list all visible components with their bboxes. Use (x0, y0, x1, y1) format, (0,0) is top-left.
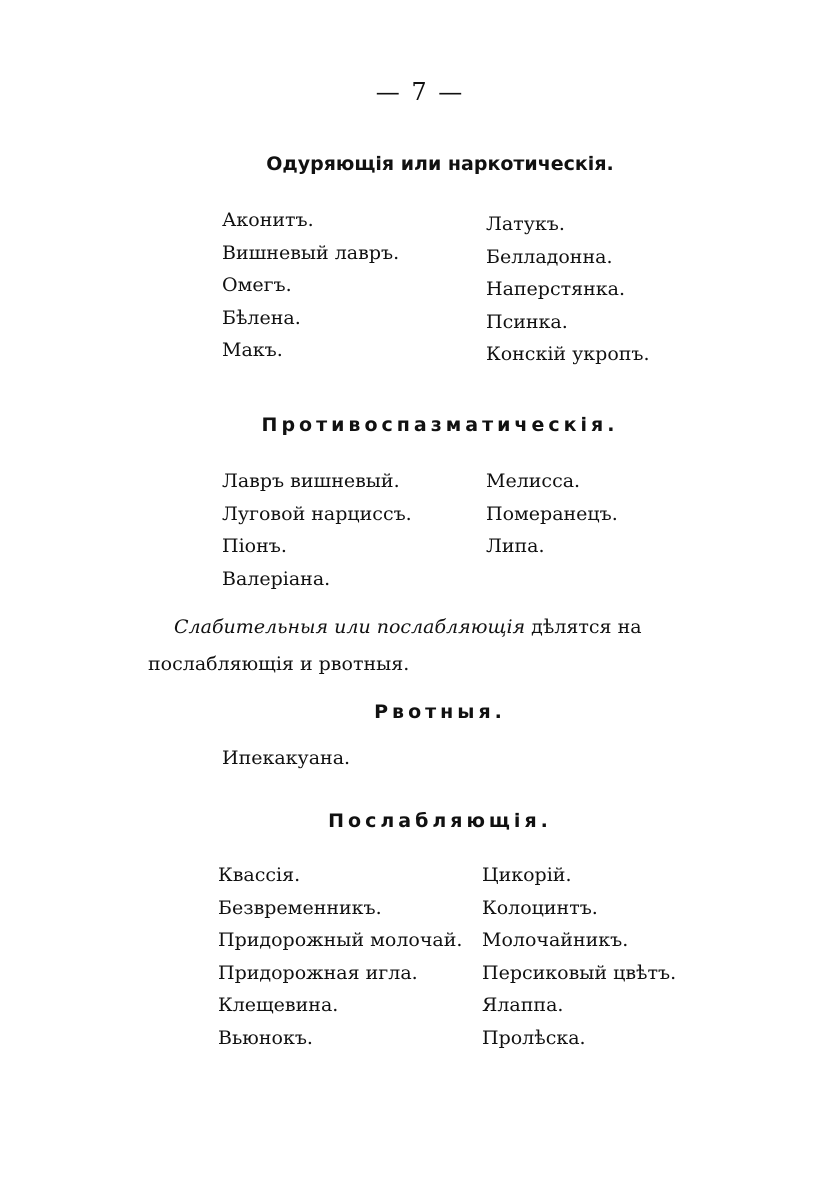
list-item: Конскій укропъ. (486, 343, 650, 365)
list-item: Ялаппа. (482, 994, 564, 1016)
list-item: Безвременникъ. (218, 896, 382, 919)
list-item: Цикорій. (482, 864, 572, 886)
list-item: Омегъ. (222, 274, 292, 296)
purgative-left-column (218, 859, 462, 1054)
emetic-column (222, 742, 350, 775)
list-item: Померанецъ. (486, 502, 618, 525)
list-item: Валеріана. (222, 567, 331, 590)
list-item: Лавръ вишневый. (222, 470, 400, 492)
narcotic-right-column (486, 208, 650, 371)
list-item: Клещевина. (218, 994, 339, 1016)
laxative-paragraph-text: дѣлятся на послабляющія и рвотныя. (148, 616, 642, 675)
list-item: Мелисса. (486, 470, 581, 492)
section-title-antispasmodic: Противоспазматическія. (261, 414, 619, 436)
list-item: Персиковый цвѣтъ. (482, 961, 677, 984)
list-item: Пролѣска. (482, 1026, 586, 1049)
list-item: Піонъ. (222, 535, 287, 557)
list-item: Аконитъ. (222, 209, 314, 231)
list-item: Макъ. (222, 339, 283, 361)
antispasmodic-left-column (222, 465, 412, 595)
list-item: Придорожная игла. (218, 961, 418, 984)
list-item: Квассія. (218, 864, 301, 886)
list-item: Ипекакуана. (222, 747, 351, 769)
purgative-right-column (482, 859, 676, 1054)
list-item: Вьюнокъ. (218, 1026, 313, 1049)
list-item: Латукъ. (486, 213, 565, 235)
list-item: Молочайникъ. (482, 929, 629, 951)
list-item: Бѣлена. (222, 306, 301, 329)
list-item: Вишневый лавръ. (222, 241, 400, 264)
laxative-paragraph (148, 609, 748, 683)
narcotic-left-column (222, 204, 399, 367)
list-item: Белладонна. (486, 245, 613, 268)
section-title-emetic: Рвотныя. (374, 701, 506, 723)
list-item: Псинка. (486, 310, 568, 333)
page-number: — 7 — (375, 78, 465, 106)
section-title-narcotic: Одуряющія или наркотическія. (266, 153, 614, 175)
list-item: Придорожный молочай. (218, 929, 463, 951)
laxative-italic-term: Слабительныя или послабляющія (174, 616, 526, 638)
list-item: Липа. (486, 535, 545, 557)
list-item: Колоцинтъ. (482, 896, 598, 919)
section-title-purgative: Послабляющія. (328, 810, 552, 832)
list-item: Луговой нарциссъ. (222, 502, 412, 525)
antispasmodic-right-column (486, 465, 618, 563)
list-item: Наперстянка. (486, 278, 626, 300)
